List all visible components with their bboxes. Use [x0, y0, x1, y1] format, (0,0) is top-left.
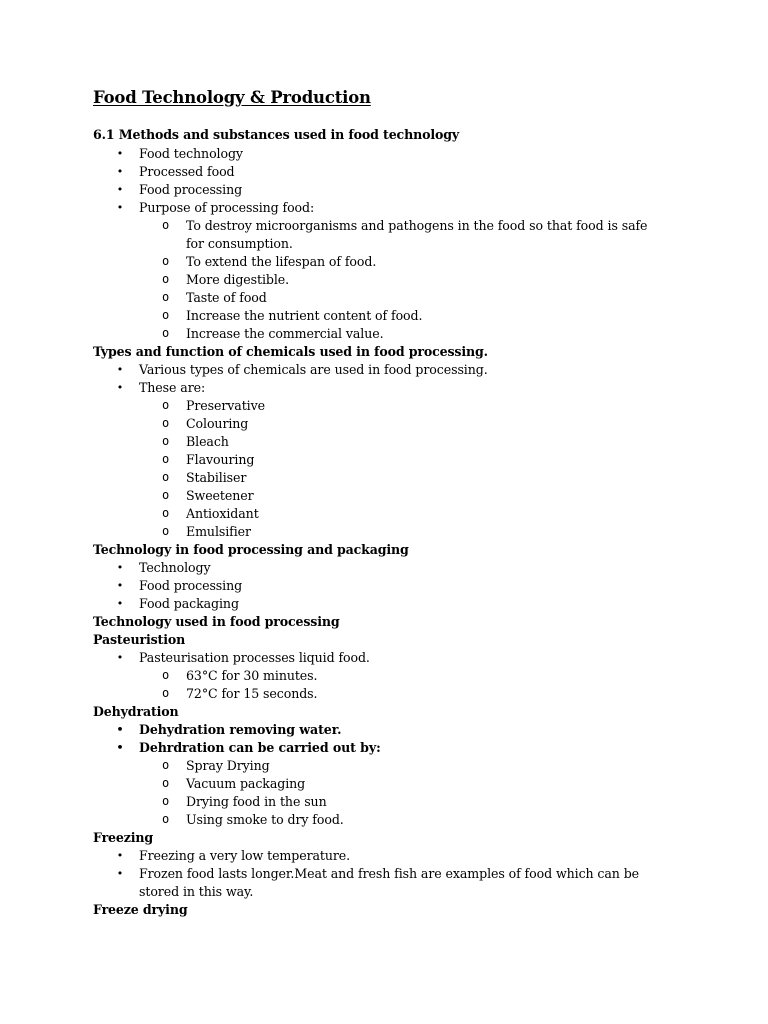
bullet-marker: •: [116, 651, 124, 664]
sub-list-item: [93, 253, 693, 271]
sub-bullet-marker: o: [162, 506, 170, 520]
sub-bullet-marker: o: [162, 488, 170, 502]
list-item-text: Frozen food lasts longer.Meat and fresh fish are examples of food which can be stored in this way.: [139, 866, 640, 899]
section-heading-methods: 6.1 Methods and substances used in food technology: [93, 127, 460, 142]
sub-bullet-marker: o: [162, 452, 170, 466]
bullet-marker: •: [116, 597, 124, 610]
section-heading-chemicals: Types and function of chemicals used in food processing.: [93, 344, 488, 359]
sub-list-item: [93, 505, 693, 523]
list-item-text: Technology: [139, 560, 211, 575]
sub-list-item-text: Flavouring: [186, 452, 255, 467]
bullet-marker: •: [116, 741, 124, 754]
list-item: [93, 163, 693, 181]
sub-bullet-marker: o: [162, 326, 170, 340]
sub-list-item: [93, 325, 693, 343]
sub-bullet-marker: o: [162, 668, 170, 682]
list-item: [93, 721, 693, 739]
section-heading-pasteurisation: Pasteuristion: [93, 632, 186, 647]
list-item: [93, 595, 693, 613]
sub-bullet-marker: o: [162, 272, 170, 286]
sub-list-item-text: Antioxidant: [186, 506, 259, 521]
sub-list-item: [93, 397, 693, 415]
list-item: [93, 865, 693, 901]
list-item-text: Pasteurisation processes liquid food.: [139, 650, 370, 665]
list-item: [93, 649, 693, 667]
list-item-text: Food technology: [139, 146, 243, 161]
sub-list-item: [93, 433, 693, 451]
sub-list-item-text: Bleach: [186, 434, 229, 449]
bullet-marker: •: [116, 183, 124, 196]
sub-list-item-text: Sweetener: [186, 488, 254, 503]
bullet-marker: •: [116, 165, 124, 178]
list-item: [93, 577, 693, 595]
bullet-marker: •: [116, 381, 124, 394]
sub-bullet-marker: o: [162, 308, 170, 322]
sub-list-item: [93, 217, 693, 253]
sub-list-item: [93, 451, 693, 469]
list-item-text: Freezing a very low temperature.: [139, 848, 351, 863]
sub-bullet-marker: o: [162, 524, 170, 538]
sub-list-item: [93, 811, 693, 829]
section-heading-freezing: Freezing: [93, 830, 154, 845]
sub-list-item-text: To destroy microorganisms and pathogens in the food so that food is safe for consumption.: [186, 218, 648, 251]
sub-list-item-text: Drying food in the sun: [186, 794, 327, 809]
document-title: Food Technology & Production: [93, 88, 371, 107]
sub-list-item: [93, 667, 693, 685]
sub-list-item: [93, 793, 693, 811]
list-item-text: Food processing: [139, 182, 243, 197]
list-item-text: Purpose of processing food:: [139, 200, 315, 215]
sub-list-item: [93, 289, 693, 307]
sub-list-item-text: Using smoke to dry food.: [186, 812, 344, 827]
list-item-text: Dehrdration can be carried out by:: [139, 740, 381, 755]
sub-list-item: [93, 307, 693, 325]
sub-list-item: [93, 469, 693, 487]
sub-list-item-text: Increase the nutrient content of food.: [186, 308, 423, 323]
sub-list-item: [93, 487, 693, 505]
bullet-marker: •: [116, 363, 124, 376]
list-item: [93, 145, 693, 163]
sub-bullet-marker: o: [162, 254, 170, 268]
list-item: [93, 379, 693, 397]
list-item-text: Dehydration removing water.: [139, 722, 342, 737]
sub-list-item: [93, 523, 693, 541]
list-item-text: Processed food: [139, 164, 235, 179]
sub-list-item-text: Colouring: [186, 416, 249, 431]
document-body: [93, 126, 693, 919]
sub-list-item-text: Emulsifier: [186, 524, 251, 539]
sub-bullet-marker: o: [162, 218, 170, 232]
sub-bullet-marker: o: [162, 398, 170, 412]
sub-list-item-text: Vacuum packaging: [186, 776, 306, 791]
list-item-text: Food packaging: [139, 596, 239, 611]
bullet-marker: •: [116, 147, 124, 160]
section-heading-technology-used: Technology used in food processing: [93, 614, 340, 629]
sub-list-item-text: 72°C for 15 seconds.: [186, 686, 318, 701]
sub-list-item-text: To extend the lifespan of food.: [186, 254, 377, 269]
list-item: [93, 559, 693, 577]
list-item: [93, 199, 693, 217]
list-item-text: Food processing: [139, 578, 243, 593]
bullet-marker: •: [116, 849, 124, 862]
bullet-marker: •: [116, 723, 124, 736]
sub-bullet-marker: o: [162, 290, 170, 304]
sub-list-item-text: Increase the commercial value.: [186, 326, 384, 341]
list-item-text: These are:: [139, 380, 206, 395]
sub-bullet-marker: o: [162, 470, 170, 484]
bullet-marker: •: [116, 201, 124, 214]
sub-list-item: [93, 775, 693, 793]
sub-list-item-text: Stabiliser: [186, 470, 247, 485]
sub-bullet-marker: o: [162, 686, 170, 700]
sub-bullet-marker: o: [162, 794, 170, 808]
list-item: [93, 739, 693, 757]
sub-bullet-marker: o: [162, 812, 170, 826]
sub-list-item: [93, 757, 693, 775]
sub-list-item-text: More digestible.: [186, 272, 290, 287]
sub-list-item: [93, 685, 693, 703]
sub-list-item-text: Spray Drying: [186, 758, 270, 773]
sub-list-item-text: Taste of food: [186, 290, 267, 305]
list-item: [93, 847, 693, 865]
list-item: [93, 181, 693, 199]
sub-bullet-marker: o: [162, 434, 170, 448]
section-heading-freeze-drying: Freeze drying: [93, 902, 188, 917]
sub-list-item-text: 63°C for 30 minutes.: [186, 668, 318, 683]
list-item-text: Various types of chemicals are used in food processing.: [139, 362, 488, 377]
bullet-marker: •: [116, 867, 124, 880]
bullet-marker: •: [116, 561, 124, 574]
list-item: [93, 361, 693, 379]
section-heading-dehydration: Dehydration: [93, 704, 179, 719]
sub-list-item: [93, 271, 693, 289]
section-heading-technology: Technology in food processing and packaging: [93, 542, 409, 557]
sub-list-item: [93, 415, 693, 433]
sub-list-item-text: Preservative: [186, 398, 265, 413]
sub-bullet-marker: o: [162, 776, 170, 790]
sub-bullet-marker: o: [162, 758, 170, 772]
bullet-marker: •: [116, 579, 124, 592]
sub-bullet-marker: o: [162, 416, 170, 430]
